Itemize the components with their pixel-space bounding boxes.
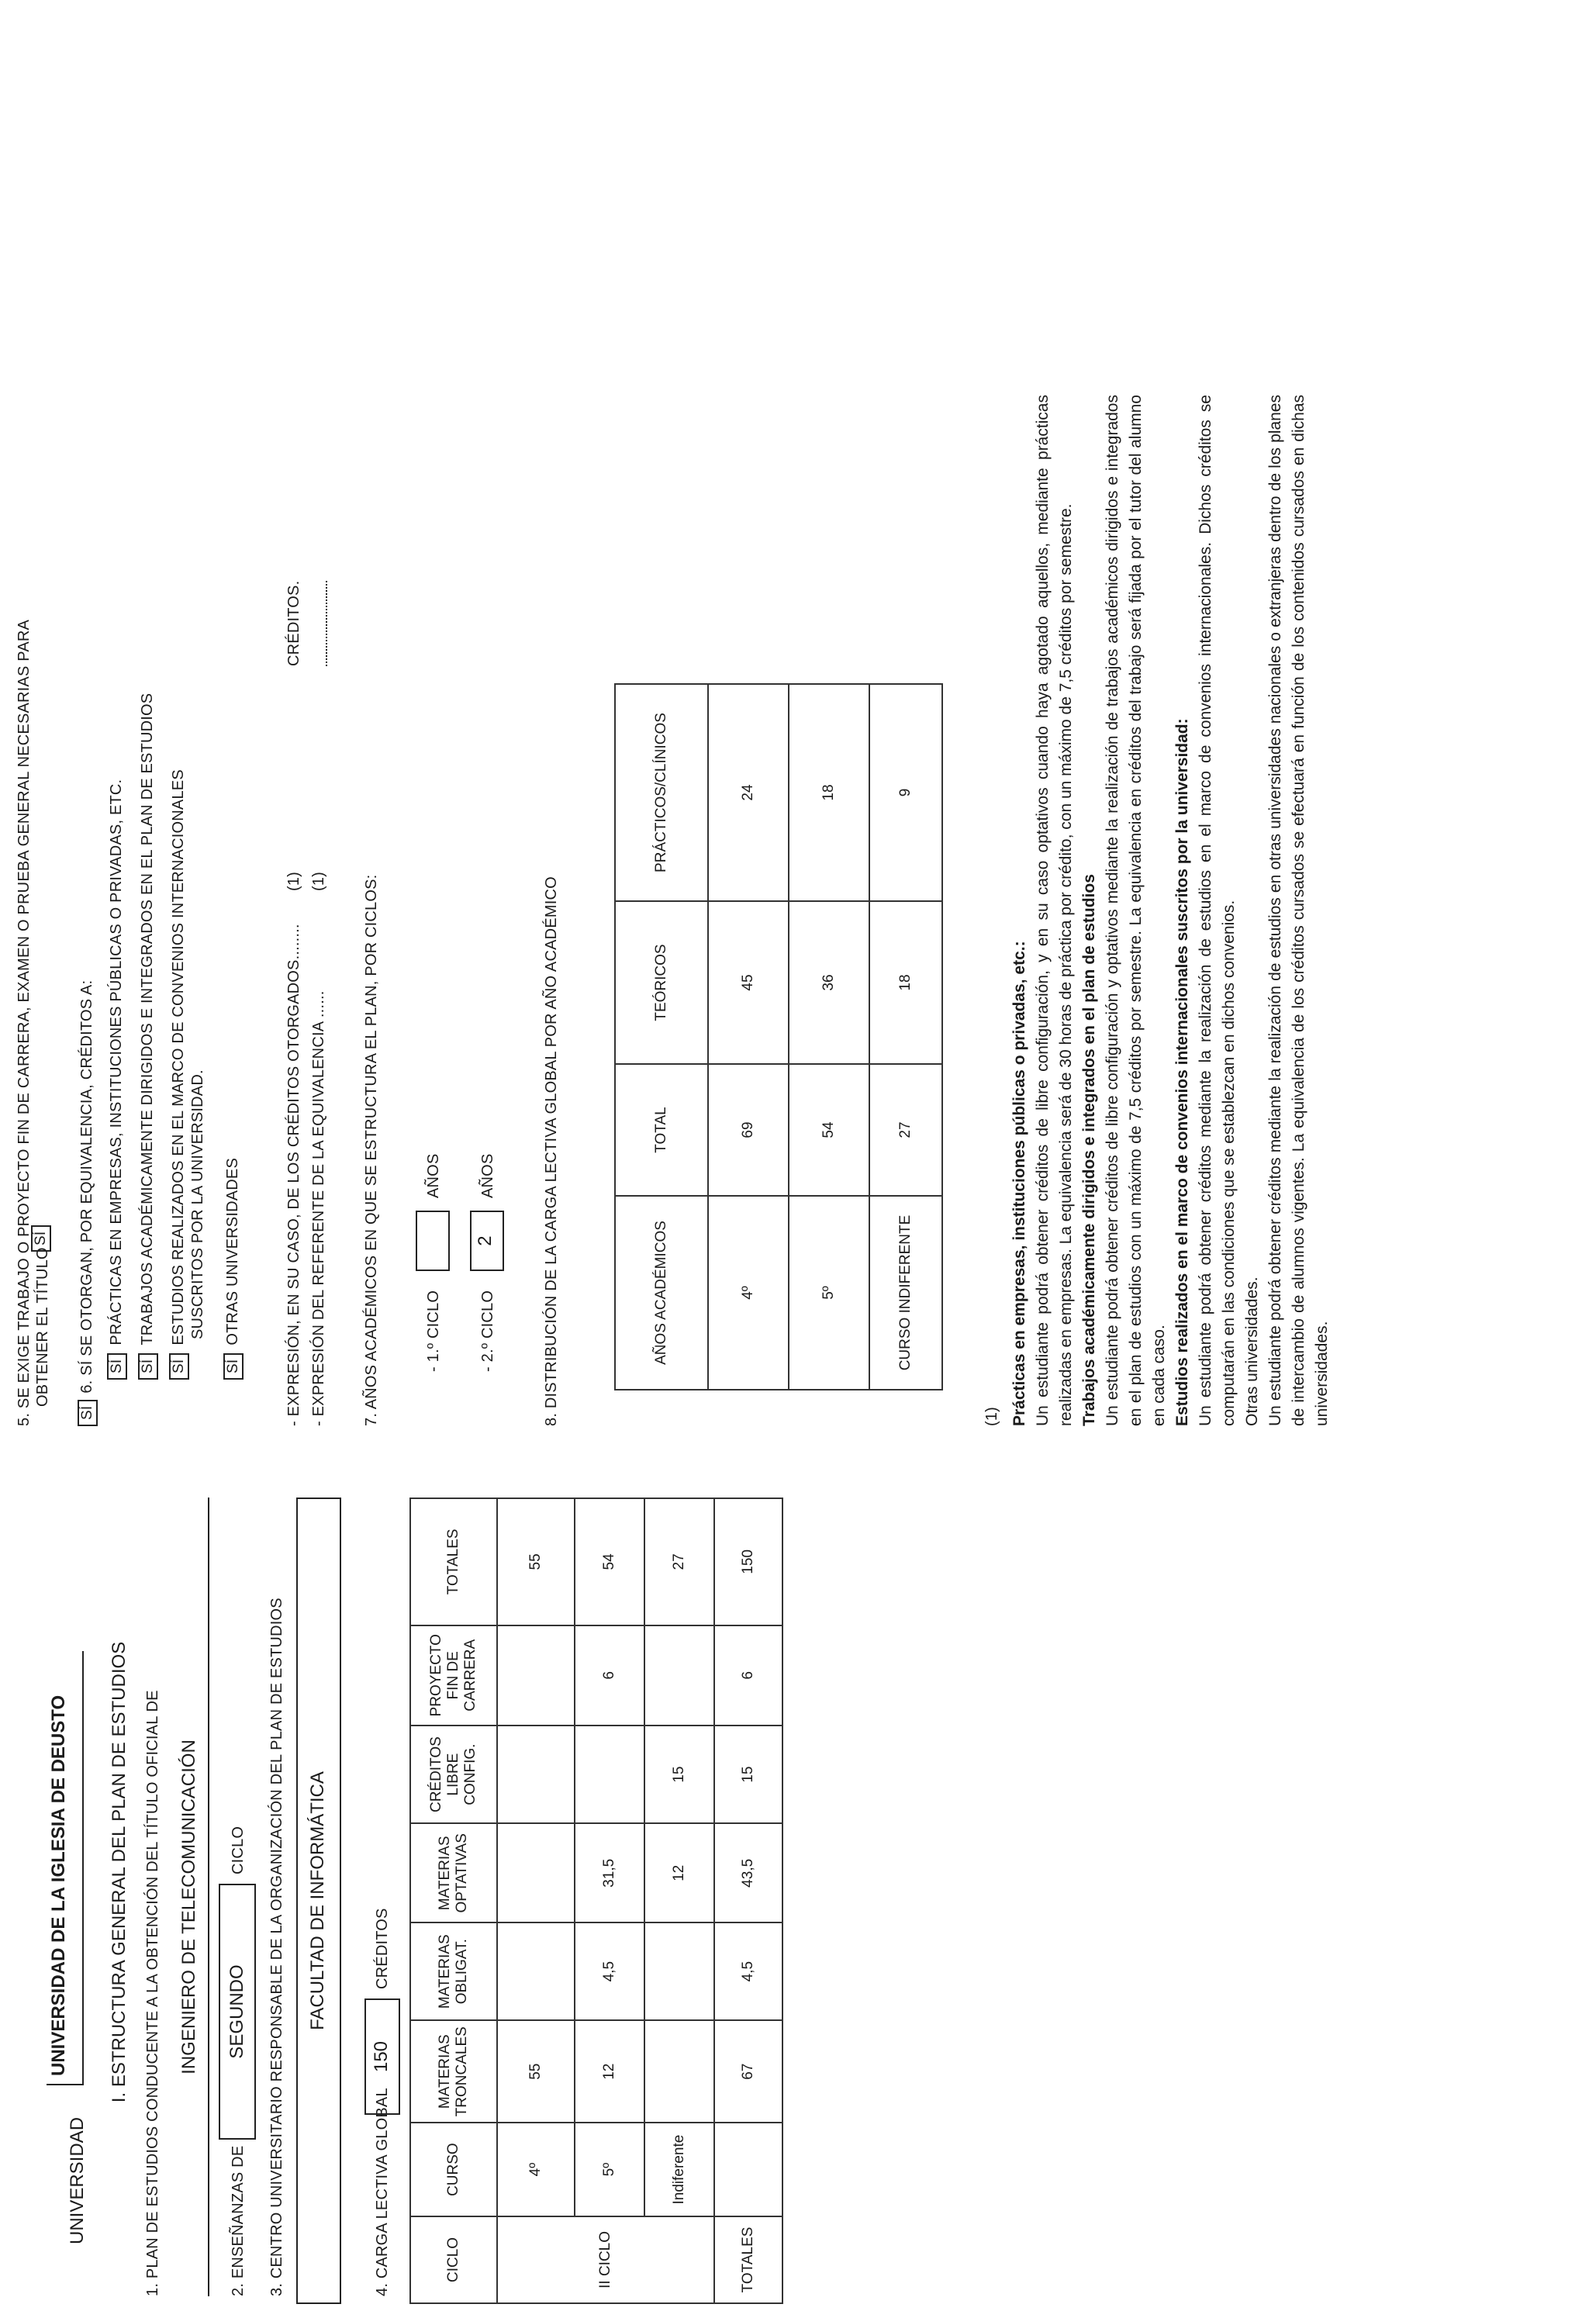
note-text: Un estudiante podrá obtener créditos de libre configuración, y en su caso optativos cuando haya agotado aquellos, mediante prácticas realizadas en empresas. La equivalencia será de 30 horas de práctica por crédito, con un máximo de 7,5 créditos por semestre. [1034, 395, 1075, 1426]
table-cell: 69 [708, 1064, 789, 1196]
table-cell [497, 1823, 575, 1922]
expr1-mark: (1) [285, 871, 302, 891]
ciclo-cell: II CICLO [497, 2216, 714, 2303]
table-cell [714, 2123, 782, 2216]
table-row [644, 1498, 714, 2303]
expr2-label: - EXPRESIÓN DEL REFERENTE DE LA EQUIVALENCIA ...... [310, 990, 327, 1426]
table-cell: 6 [575, 1625, 644, 1726]
q6-item-text: TRABAJOS ACADÉMICAMENTE DIRIGIDOS E INTEGRADOS EN EL PLAN DE ESTUDIOS [139, 693, 156, 1346]
q1-label: 1. PLAN DE ESTUDIOS CONDUCENTE A LA OBTENCIÓN DEL TÍTULO OFICIAL DE [144, 1690, 161, 2296]
col-header: TOTAL [615, 1064, 708, 1196]
col-header: MATERIAS OBLIGAT. [410, 1922, 497, 2020]
table-cell [497, 1625, 575, 1726]
q5-label: 5. SE EXIGE TRABAJO O PROYECTO FIN DE CARRERA, EXAMEN O PRUEBA GENERAL NECESARIAS PARA [16, 619, 33, 1426]
checkbox-mark: SÍ [138, 1353, 158, 1380]
q6-label: 6. SÍ SE OTORGAN, POR EQUIVALENCIA, CRÉDITOS A: [78, 979, 95, 1394]
note-title: Estudios realizados en el marco de convenios internacionales suscritos por la universidad: [1173, 718, 1191, 1426]
field-underline [82, 1651, 84, 2085]
field-underline [208, 1498, 209, 2296]
table-cell: 18 [789, 684, 869, 901]
universidad-value: UNIVERSIDAD DE LA IGLESIA DE DEUSTO [48, 1694, 69, 2076]
table-cell: 9 [869, 684, 942, 901]
checkbox-mark: SÍ [107, 1353, 127, 1380]
q2-suffix: CICLO [230, 1826, 247, 1874]
col-header: PROYECTO FIN DE CARRERA [410, 1625, 497, 1726]
table-cell [497, 1726, 575, 1824]
table-cell: 150 [714, 1498, 782, 1625]
table-cell: 45 [708, 901, 789, 1064]
q2-value: SEGUNDO [226, 1964, 247, 2059]
universidad-label: UNIVERSIDAD [67, 2116, 88, 2244]
q6-item-text: PRÁCTICAS EN EMPRESAS, INSTITUCIONES PÚBLICAS O PRIVADAS, ETC. [108, 779, 125, 1346]
notes-block [1008, 395, 1334, 1426]
table-row [789, 684, 869, 1390]
table-cell: 6 [714, 1625, 782, 1726]
note-text: Un estudiante podrá obtener créditos de libre configuración y optativos mediante la realización de trabajos académicos dirigidos e integrados en el plan de estudios con un máximo de 7,5 créditos por semestre. La equivalencia en créditos del trabajo será fijada por el tutor del alumno en cada caso. [1104, 395, 1168, 1426]
checkbox-mark: SÍ [223, 1353, 244, 1380]
table-cell: 27 [644, 1498, 714, 1625]
q6-item [223, 1158, 244, 1380]
note-title: Trabajos académicamente dirigidos e integrados en el plan de estudios [1080, 874, 1098, 1426]
q6-item [169, 769, 189, 1380]
checkbox-mark: SÍ [169, 1353, 189, 1380]
q6-item-text: ESTUDIOS REALIZADOS EN EL MARCO DE CONVENIOS INTERNACIONALES [170, 769, 187, 1346]
section-title: I. ESTRUCTURA GENERAL DEL PLAN DE ESTUDIOS [109, 1641, 130, 2103]
table-cell [497, 1922, 575, 2020]
col-header: AÑOS ACADÉMICOS [615, 1196, 708, 1390]
table-cell: 54 [789, 1064, 869, 1196]
table-cell [644, 2020, 714, 2123]
q1-value: INGENIERO DE TELECOMUNICACIÓN [178, 1739, 199, 2074]
dotted-line [326, 581, 327, 666]
table-header-row [615, 684, 708, 1390]
q6-row [78, 980, 98, 1426]
table-cell [644, 1625, 714, 1726]
table-cell: TOTALES [714, 2216, 782, 2303]
table-row [497, 1498, 575, 2303]
col-header: PRÁCTICOS/CLÍNICOS [615, 684, 708, 901]
table-cell [575, 1726, 644, 1824]
table-cell [644, 1922, 714, 2020]
col-header: MATERIAS TRONCALES [410, 2020, 497, 2123]
table-cell: 12 [644, 1823, 714, 1922]
table-cell: 24 [708, 684, 789, 901]
ciclo1-label: - 1.º CICLO [425, 1290, 442, 1372]
col-header: CRÉDITOS LIBRE CONFIG. [410, 1726, 497, 1824]
q6-item-text-2: SUSCRITOS POR LA UNIVERSIDAD. [189, 1069, 206, 1339]
table-cell: 4º [497, 2123, 575, 2216]
q5-label-2: OBTENER EL TÍTULO [34, 1247, 51, 1407]
expr2-mark: (1) [310, 871, 327, 891]
table-cell: 43,5 [714, 1823, 782, 1922]
table-cell: 4,5 [575, 1922, 644, 2020]
q4-label: 4. CARGA LECTIVA GLOBAL [374, 2088, 391, 2296]
field-bracket [47, 2084, 82, 2085]
table-row [708, 684, 789, 1390]
q8-label: 8. DISTRIBUCIÓN DE LA CARGA LECTIVA GLOBAL POR AÑO ACADÉMICO [543, 876, 560, 1426]
table-cell: 15 [714, 1726, 782, 1824]
ciclo1-suffix: AÑOS [425, 1153, 442, 1198]
col-header: TEÓRICOS [615, 901, 708, 1064]
notes-mark: (1) [983, 1406, 1000, 1426]
col-header: MATERIAS OPTATIVAS [410, 1823, 497, 1922]
ciclo1-box [416, 1211, 450, 1271]
q7-label: 7. AÑOS ACADÉMICOS EN QUE SE ESTRUCTURA EL PLAN, POR CICLOS: [363, 874, 380, 1426]
col-header: CURSO [410, 2123, 497, 2216]
q3-value: FACULTAD DE INFORMÁTICA [307, 1771, 328, 2030]
table-cell: CURSO INDIFERENTE [869, 1196, 942, 1390]
q3-label: 3. CENTRO UNIVERSITARIO RESPONSABLE DE LA ORGANIZACIÓN DEL PLAN DE ESTUDIOS [268, 1598, 285, 2296]
q5-mark-wrap [31, 1219, 51, 1252]
table-row [869, 684, 942, 1390]
table-cell: Indiferente [644, 2123, 714, 2216]
note-title: Otras universidades. [1243, 1276, 1261, 1426]
table-cell: 5º [789, 1196, 869, 1390]
ciclo2-suffix: AÑOS [479, 1153, 496, 1198]
table-cell: 18 [869, 901, 942, 1064]
q6-mark: SÍ [78, 1400, 98, 1426]
q6-item [138, 693, 158, 1380]
ciclo2-label: - 2.º CICLO [479, 1290, 496, 1372]
note-text: Un estudiante podrá obtener créditos mediante la realización de estudios en el marco de convenios internacionales. Dichos créditos se computarán en las condiciones que se establezcan en dichos convenios. [1197, 395, 1238, 1426]
note-text: Un estudiante podrá obtener créditos mediante la realización de estudios en otras universidades nacionales o extranjeras dentro de los planes de intercambio de alumnos vigentes. La equivalencia de los créditos cursados se efectuará en función de los contenidos cursados en dichas universidades. [1266, 395, 1331, 1426]
table-header-row [410, 1498, 497, 2303]
q4-suffix: CRÉDITOS [374, 1908, 391, 1989]
table-cell: 67 [714, 2020, 782, 2123]
q4-value: 150 [371, 2040, 392, 2073]
table-cell: 36 [789, 901, 869, 1064]
table-cell: 54 [575, 1498, 644, 1625]
ciclo2-value: 2 [475, 1235, 496, 1246]
table-cell: 55 [497, 1498, 575, 1625]
expr1-suffix: CRÉDITOS. [285, 580, 302, 666]
table-cell: 4,5 [714, 1922, 782, 2020]
table-cell: 4º [708, 1196, 789, 1390]
table-cell: 55 [497, 2020, 575, 2123]
table-cell: 5º [575, 2123, 644, 2216]
table-cell: 31,5 [575, 1823, 644, 1922]
q6-item-text: OTRAS UNIVERSIDADES [224, 1158, 241, 1346]
table-cell: 27 [869, 1064, 942, 1196]
q2-label: 2. ENSEÑANZAS DE [230, 2145, 247, 2296]
q6-item [107, 779, 127, 1380]
col-header: CICLO [410, 2216, 497, 2303]
carga-lectiva-table [409, 1498, 783, 2304]
table-row [575, 1498, 644, 2303]
col-header: TOTALES [410, 1498, 497, 1625]
note-title: Prácticas en empresas, instituciones públicas o privadas, etc.: [1010, 941, 1028, 1426]
table-cell: 12 [575, 2020, 644, 2123]
totals-row [714, 1498, 782, 2303]
expr1-label: - EXPRESIÓN, EN SU CASO, DE LOS CRÉDITOS OTORGADOS........ [285, 924, 302, 1426]
q5-value: SÍ [31, 1225, 51, 1252]
table-cell: 15 [644, 1726, 714, 1824]
distribucion-table [614, 683, 943, 1390]
